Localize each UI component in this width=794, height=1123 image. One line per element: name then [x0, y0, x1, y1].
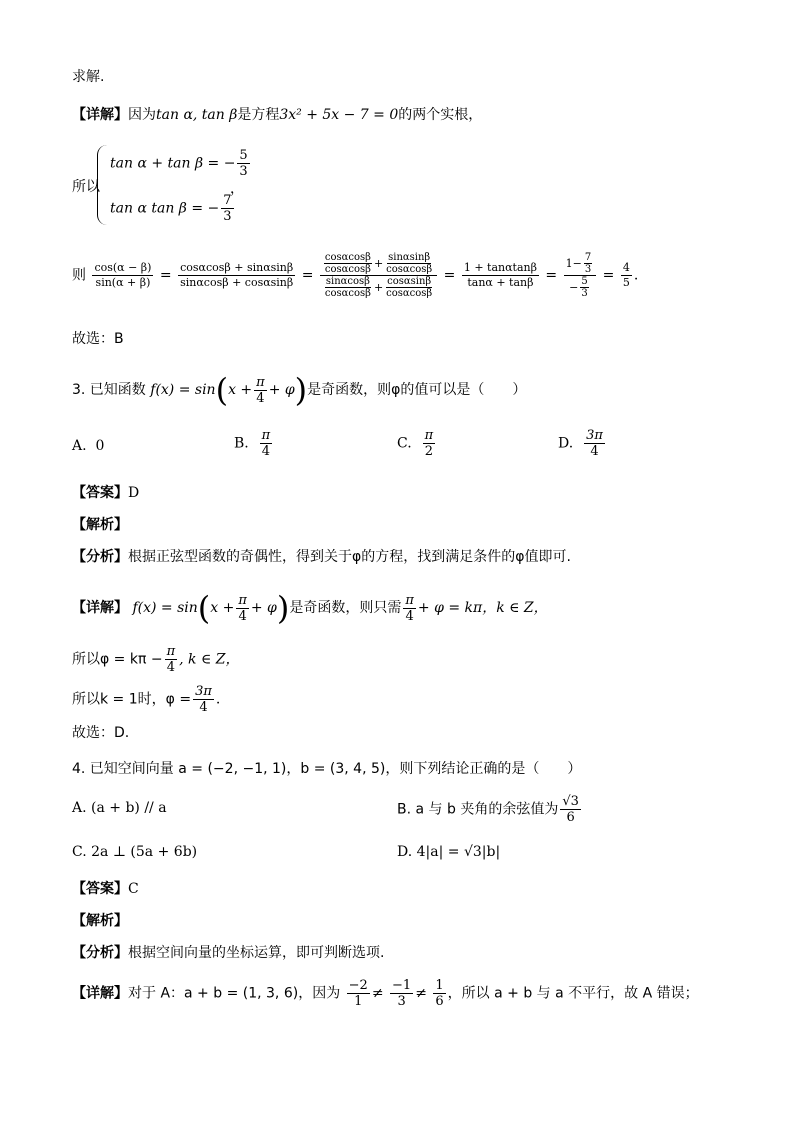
math: f(x) = sin	[150, 382, 216, 398]
den: 3	[239, 164, 248, 179]
q4-detail: 【详解】对于 A：a + b = (1, 3, 6)，因为 $\frac{-2}{1}$ ≠ $\frac{-1}{3}$ ≠ $\frac{1}{6}$ ，所以 a + b 与 a 不平行，故 A 错误；	[72, 978, 699, 1009]
q3-final-answer: 故选：D.	[72, 725, 130, 741]
eq: =	[602, 267, 615, 284]
frac-6: $\frac{4}{5}$	[622, 261, 630, 289]
frac-1: $\frac{\cos(\alpha - \beta)}{\sin(\alpha + \beta)}$	[94, 261, 152, 289]
frac-4: $\frac{1 + \tan\alpha\tan\beta}{\tan\alpha + \tan\beta}$	[463, 261, 537, 289]
math: tan α tan β = −	[110, 200, 220, 217]
q4-fenxi: 【分析】根据空间向量的坐标运算，即可判断选项.	[72, 945, 385, 961]
system-eq-2	[110, 193, 236, 224]
intro-text: 求解.	[72, 69, 105, 85]
text: 是方程	[237, 107, 280, 123]
system-eq-1	[110, 148, 252, 179]
eq: =	[159, 267, 172, 284]
q4-option-c[interactable]: C. 2a ⊥ (5a + 6b)	[72, 844, 198, 860]
q3-stem: 3. 已知函数 f(x) = sin(x + $\frac{\pi}{4}$ + φ)是奇函数，则φ的值可以是（ ）	[72, 371, 527, 409]
q2-detail-line	[72, 106, 482, 124]
num: 5	[239, 148, 248, 163]
q4-analysis-label: 【解析】	[72, 913, 128, 929]
system-brace	[97, 145, 108, 225]
q4-stem: 4. 已知空间向量 a = (−2, −1, 1)，b = (3, 4, 5)，则下列结论正确的是（ ）	[72, 761, 582, 777]
q4-option-d[interactable]: D. 4|a| = √3|b|	[397, 844, 501, 860]
q4-answer: 【答案】C	[72, 881, 139, 897]
q3-option-d[interactable]: D. $\frac{3\pi}{4}$	[558, 428, 603, 459]
text: 是奇函数，则φ的值可以是（ ）	[307, 382, 527, 398]
text: 3. 已知函数	[72, 382, 146, 398]
q3-option-a[interactable]: A. 0	[72, 438, 105, 454]
q3-option-b[interactable]: B. $\frac{\pi}{4}$	[234, 428, 271, 459]
q4-option-a[interactable]: A. (a + b) // a	[72, 800, 167, 816]
so-label: 所以	[72, 179, 100, 195]
eq: =	[545, 267, 558, 284]
comma: ，	[230, 181, 244, 197]
q3-so-1: 所以φ = kπ − $\frac{\pi}{4}$ , k ∈ Z，	[72, 644, 240, 675]
text: 因为	[128, 107, 156, 123]
q3-answer: 【答案】D	[72, 485, 140, 501]
eq: =	[301, 267, 314, 284]
eq: =	[443, 267, 456, 284]
detail-label: 【详解】	[72, 107, 128, 123]
q3-so-2: 所以k = 1时，φ = $\frac{3\pi}{4}$ .	[72, 684, 221, 715]
derivation-line: 则 $\frac{\cos(\alpha - \beta)}{\sin(\alpha + \beta)}$ = $\frac{\cos\alpha\cos\beta + \sin\alpha\sin\beta}{\sin\alpha\cos\beta + \cos\alpha\sin\beta}$ = $\frac{\cos\alpha\cos\beta}{\cos\alpha\cos\beta}$ + $\frac{\sin\alpha\sin\beta}{\cos\alpha\cos\beta}$ $\frac{\sin\alpha\cos\beta}{\cos\alpha\cos\beta}$ + $\frac{\cos\alpha\sin\beta}{\cos\alpha\cos\beta}$ = $\frac{1 + \tan\alpha\tan\beta}{\tan\alpha + \tan\beta}$ = 1− $\frac{7}{3}$ − $\frac{5}{3}$ = $\frac{4}{5}$ .	[72, 252, 639, 299]
q2-answer: 故选：B	[72, 331, 124, 347]
frac-2: $\frac{\cos\alpha\cos\beta + \sin\alpha\sin\beta}{\sin\alpha\cos\beta + \cos\alpha\sin\beta}$	[180, 261, 294, 289]
q4-option-b[interactable]: B. a 与 b 夹角的余弦值为 $\frac{√3}{6}$	[397, 794, 579, 825]
num: 7	[223, 193, 232, 208]
text: 的两个实根，	[398, 107, 483, 123]
q3-analysis-label: 【解析】	[72, 517, 128, 533]
frac-3: $\frac{\cos\alpha\cos\beta}{\cos\alpha\cos\beta}$ + $\frac{\sin\alpha\sin\beta}{\cos\alpha\cos\beta}$ $\frac{\sin\alpha\cos\beta}{\cos\alpha\cos\beta}$ + $\frac{\cos\alpha\sin\beta}{\cos\alpha\cos\beta}$	[320, 252, 437, 299]
q3-fenxi: 【分析】根据正弦型函数的奇偶性，得到关于φ的方程，找到满足条件的φ值即可.	[72, 549, 571, 565]
math: tan α, tan β	[156, 107, 238, 123]
math: 3x² + 5x − 7 = 0	[279, 107, 399, 123]
frac-5: 1− $\frac{7}{3}$ − $\frac{5}{3}$	[564, 252, 597, 299]
q3-detail: 【详解】 f(x) = sin(x + $\frac{\pi}{4}$ + φ)是奇函数，则只需 $\frac{\pi}{4}$ + φ = kπ，k ∈ Z，	[72, 589, 548, 627]
q3-option-c[interactable]: C. $\frac{\pi}{2}$	[397, 428, 434, 459]
math: tan α + tan β = −	[110, 155, 236, 172]
then-label: 则	[72, 267, 86, 284]
den: 3	[223, 209, 232, 224]
